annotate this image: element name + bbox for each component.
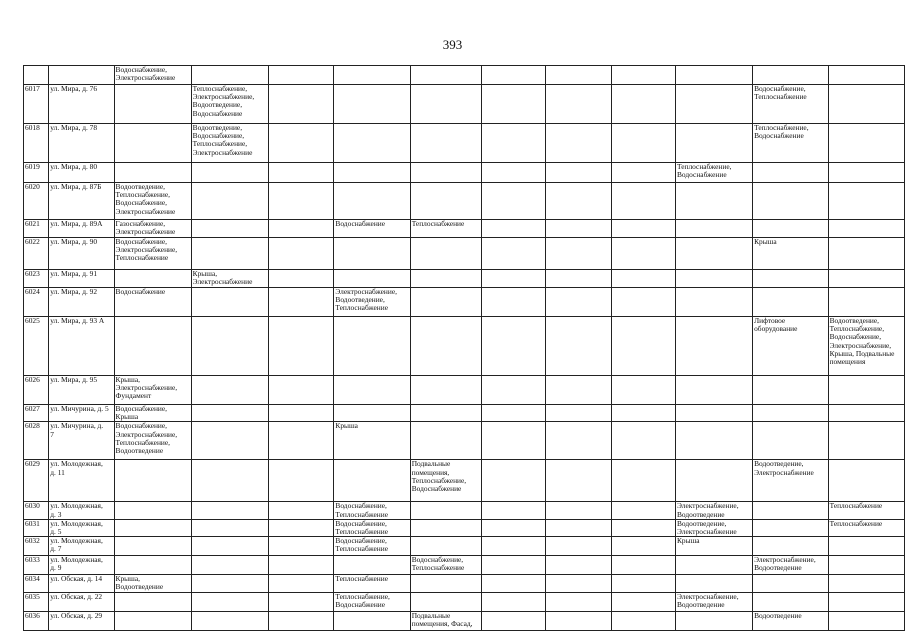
table-row <box>24 502 905 519</box>
work-cell: Водоотведение <box>753 612 828 631</box>
work-cell <box>828 124 904 163</box>
work-cell <box>828 422 904 460</box>
table-row <box>24 183 905 220</box>
work-cell: Теплоснабжение <box>828 502 904 519</box>
work-cell <box>334 405 410 422</box>
row-number: 6031 <box>24 519 49 536</box>
work-cell <box>546 238 612 270</box>
table-row <box>24 593 905 612</box>
address-cell: ул. Обская, д. 14 <box>49 575 114 593</box>
work-cell <box>612 66 676 85</box>
work-cell <box>676 556 753 575</box>
address-cell: ул. Мичурина, д. 7 <box>49 422 114 460</box>
work-cell <box>676 183 753 220</box>
work-cell <box>828 85 904 124</box>
work-cell <box>676 85 753 124</box>
work-cell <box>612 422 676 460</box>
work-cell <box>546 220 612 238</box>
work-cell <box>546 288 612 317</box>
table-row <box>24 270 905 288</box>
work-cell: Теплоснабжение, Водоснабжение <box>676 163 753 183</box>
work-cell <box>191 66 268 85</box>
work-cell <box>482 422 546 460</box>
work-cell: Крыша, Электроснабжение, Фундамент <box>114 376 191 405</box>
work-cell: Теплоснабжение <box>828 519 904 536</box>
address-cell: ул. Молодежная, д. 11 <box>49 460 114 502</box>
row-number: 6026 <box>24 376 49 405</box>
work-cell: Водоснабжение <box>114 288 191 317</box>
table-row <box>24 376 905 405</box>
work-cell <box>676 376 753 405</box>
work-cell <box>268 288 334 317</box>
work-cell <box>482 183 546 220</box>
work-cell <box>114 317 191 376</box>
work-cell <box>268 220 334 238</box>
work-cell <box>191 593 268 612</box>
work-cell <box>753 422 828 460</box>
work-cell <box>546 270 612 288</box>
work-cell <box>676 66 753 85</box>
work-cell <box>268 460 334 502</box>
address-cell: ул. Молодежная, д. 5 <box>49 519 114 536</box>
work-cell <box>191 376 268 405</box>
address-cell: ул. Молодежная, д. 3 <box>49 502 114 519</box>
work-cell <box>612 238 676 270</box>
work-cell: Теплоснабжение, Водоснабжение <box>753 124 828 163</box>
work-cell <box>482 556 546 575</box>
work-cell <box>482 502 546 519</box>
work-cell <box>191 317 268 376</box>
work-cell <box>410 519 482 536</box>
row-number: 6032 <box>24 537 49 556</box>
row-number: 6027 <box>24 405 49 422</box>
work-cell <box>268 183 334 220</box>
work-cell <box>268 238 334 270</box>
work-cell <box>828 376 904 405</box>
work-cell <box>334 66 410 85</box>
table-row <box>24 460 905 502</box>
address-cell: ул. Обская, д. 22 <box>49 593 114 612</box>
work-cell <box>410 163 482 183</box>
table-row <box>24 288 905 317</box>
work-cell <box>410 376 482 405</box>
work-cell: Водоснабжение, Теплоснабжение <box>410 556 482 575</box>
table-row <box>24 575 905 593</box>
work-cell <box>612 270 676 288</box>
work-cell <box>546 376 612 405</box>
work-cell <box>114 460 191 502</box>
table-row <box>24 163 905 183</box>
work-cell <box>676 317 753 376</box>
work-cell <box>676 270 753 288</box>
work-cell: Водоотведение, Теплоснабжение, Водоснабжение, Электроснабжение <box>114 183 191 220</box>
work-cell <box>410 422 482 460</box>
address-cell: ул. Мичурина, д. 5 <box>49 405 114 422</box>
work-cell <box>410 288 482 317</box>
work-cell <box>114 502 191 519</box>
work-cell <box>191 183 268 220</box>
work-cell <box>546 612 612 631</box>
work-cell <box>268 422 334 460</box>
work-cell <box>334 163 410 183</box>
address-cell: ул. Обская, д. 29 <box>49 612 114 631</box>
work-cell: Водоотведение, Водоснабжение, Теплоснабжение, Электроснабжение <box>191 124 268 163</box>
work-cell <box>334 85 410 124</box>
work-cell <box>482 124 546 163</box>
work-cell <box>546 405 612 422</box>
work-cell <box>828 66 904 85</box>
work-cell <box>482 405 546 422</box>
work-cell <box>114 163 191 183</box>
work-cell <box>546 422 612 460</box>
work-cell <box>410 85 482 124</box>
work-cell <box>410 405 482 422</box>
row-number: 6022 <box>24 238 49 270</box>
work-cell <box>334 183 410 220</box>
row-number: 6035 <box>24 593 49 612</box>
work-cell: Водоснабжение, Электроснабжение <box>114 66 191 85</box>
work-cell <box>482 519 546 536</box>
work-cell <box>612 220 676 238</box>
row-number: 6029 <box>24 460 49 502</box>
address-cell: ул. Мира, д. 90 <box>49 238 114 270</box>
address-cell: ул. Мира, д. 93 А <box>49 317 114 376</box>
work-cell <box>191 238 268 270</box>
work-cell <box>482 460 546 502</box>
work-cell <box>546 317 612 376</box>
work-cell: Водоснабжение, Крыша <box>114 405 191 422</box>
work-cell <box>828 163 904 183</box>
row-number: 6020 <box>24 183 49 220</box>
work-cell: Газоснабжение, Электроснабжение <box>114 220 191 238</box>
work-cell: Подвальные помещения, Теплоснабжение, Водоснабжение <box>410 460 482 502</box>
work-cell <box>828 460 904 502</box>
work-cell <box>612 612 676 631</box>
work-cell <box>753 183 828 220</box>
work-cell <box>753 270 828 288</box>
work-cell <box>828 575 904 593</box>
work-cell <box>334 317 410 376</box>
row-number: 6019 <box>24 163 49 183</box>
work-cell <box>612 575 676 593</box>
work-cell: Водоотведение, Теплоснабжение, Водоснабжение, Электроснабжение, Крыша, Подвальные помещения <box>828 317 904 376</box>
row-number: 6034 <box>24 575 49 593</box>
work-cell <box>482 593 546 612</box>
address-cell: ул. Молодежная, д. 9 <box>49 556 114 575</box>
work-cell <box>828 556 904 575</box>
work-cell <box>410 124 482 163</box>
work-cell <box>482 66 546 85</box>
row-number: 6025 <box>24 317 49 376</box>
work-cell <box>334 124 410 163</box>
work-cell: Водоснабжение, Теплоснабжение <box>753 85 828 124</box>
work-cell <box>676 405 753 422</box>
work-cell <box>612 163 676 183</box>
work-cell <box>191 556 268 575</box>
work-cell <box>268 405 334 422</box>
work-cell <box>753 66 828 85</box>
work-cell <box>482 85 546 124</box>
table-row <box>24 317 905 376</box>
work-cell <box>828 220 904 238</box>
work-cell <box>268 593 334 612</box>
row-number: 6018 <box>24 124 49 163</box>
work-cell: Крыша <box>753 238 828 270</box>
work-cell <box>482 163 546 183</box>
work-cell <box>482 537 546 556</box>
work-cell <box>676 288 753 317</box>
capital-repair-table <box>23 65 905 631</box>
work-cell <box>482 376 546 405</box>
address-cell: ул. Мира, д. 89А <box>49 220 114 238</box>
work-cell <box>612 376 676 405</box>
row-number: 6036 <box>24 612 49 631</box>
table-row <box>24 238 905 270</box>
work-cell <box>410 66 482 85</box>
work-cell <box>753 502 828 519</box>
work-cell <box>334 376 410 405</box>
work-cell <box>753 575 828 593</box>
table-row <box>24 405 905 422</box>
row-number: 6030 <box>24 502 49 519</box>
work-cell <box>268 502 334 519</box>
table-row <box>24 612 905 631</box>
work-cell <box>753 220 828 238</box>
address-cell: ул. Мира, д. 87Б <box>49 183 114 220</box>
work-cell <box>268 317 334 376</box>
work-cell <box>114 519 191 536</box>
work-cell <box>753 519 828 536</box>
row-number: 6028 <box>24 422 49 460</box>
address-cell: ул. Молодежная, д. 7 <box>49 537 114 556</box>
work-cell: Электроснабжение, Водоотведение <box>676 502 753 519</box>
row-number: 6033 <box>24 556 49 575</box>
work-cell <box>410 238 482 270</box>
work-cell <box>191 460 268 502</box>
work-cell: Водоснабжение, Теплоснабжение <box>334 502 410 519</box>
work-cell: Крыша <box>334 422 410 460</box>
work-cell <box>753 376 828 405</box>
work-cell <box>114 85 191 124</box>
work-cell <box>828 288 904 317</box>
work-cell: Водоснабжение, Теплоснабжение <box>334 519 410 536</box>
work-cell <box>482 317 546 376</box>
work-cell <box>546 183 612 220</box>
work-cell <box>268 519 334 536</box>
work-cell: Теплоснабжение <box>410 220 482 238</box>
page-number: 393 <box>442 37 463 52</box>
work-cell <box>410 183 482 220</box>
work-cell <box>546 124 612 163</box>
work-cell <box>334 460 410 502</box>
work-cell <box>191 537 268 556</box>
work-cell <box>828 593 904 612</box>
work-cell <box>268 66 334 85</box>
work-cell <box>828 405 904 422</box>
table-row <box>24 519 905 536</box>
work-cell <box>612 124 676 163</box>
address-cell: ул. Мира, д. 95 <box>49 376 114 405</box>
address-cell: ул. Мира, д. 91 <box>49 270 114 288</box>
work-cell: Теплоснабжение, Водоснабжение <box>334 593 410 612</box>
work-cell <box>191 519 268 536</box>
work-cell: Водоснабжение, Электроснабжение, Теплоснабжение, Водоотведение <box>114 422 191 460</box>
work-cell <box>612 537 676 556</box>
work-cell <box>482 238 546 270</box>
work-cell <box>268 85 334 124</box>
address-cell <box>49 66 114 85</box>
work-cell <box>612 593 676 612</box>
work-cell <box>334 556 410 575</box>
work-cell <box>410 537 482 556</box>
work-cell <box>114 593 191 612</box>
work-cell: Теплоснабжение, Электроснабжение, Водоотведение, Водоснабжение <box>191 85 268 124</box>
work-cell <box>191 288 268 317</box>
work-cell <box>268 163 334 183</box>
work-cell: Электроснабжение, Водоотведение <box>676 593 753 612</box>
work-cell: Подвальные помещения, Фасад, <box>410 612 482 631</box>
work-cell: Крыша <box>676 537 753 556</box>
table-row <box>24 537 905 556</box>
work-cell <box>676 612 753 631</box>
work-cell <box>334 270 410 288</box>
work-cell <box>334 238 410 270</box>
work-cell <box>753 405 828 422</box>
work-cell <box>410 575 482 593</box>
work-cell <box>482 288 546 317</box>
work-cell <box>753 288 828 317</box>
work-cell <box>482 575 546 593</box>
table-row <box>24 422 905 460</box>
work-cell <box>268 270 334 288</box>
work-cell <box>546 537 612 556</box>
work-cell <box>268 537 334 556</box>
work-cell <box>482 612 546 631</box>
work-cell <box>753 537 828 556</box>
table-row <box>24 66 905 85</box>
work-cell <box>334 612 410 631</box>
work-cell <box>114 556 191 575</box>
work-cell <box>612 85 676 124</box>
work-cell <box>546 460 612 502</box>
work-cell: Водоотведение, Электроснабжение <box>676 519 753 536</box>
row-number: 6017 <box>24 85 49 124</box>
work-cell: Крыша, Электроснабжение <box>191 270 268 288</box>
work-cell <box>676 460 753 502</box>
work-cell: Водоснабжение, Теплоснабжение <box>334 537 410 556</box>
work-cell: Водоотведение, Электроснабжение <box>753 460 828 502</box>
work-cell: Водоснабжение <box>334 220 410 238</box>
work-cell <box>676 124 753 163</box>
work-cell <box>114 537 191 556</box>
work-cell <box>753 593 828 612</box>
address-cell: ул. Мира, д. 76 <box>49 85 114 124</box>
work-cell: Электроснабжение, Водоотведение, Теплоснабжение <box>334 288 410 317</box>
row-number: 6024 <box>24 288 49 317</box>
work-cell <box>191 220 268 238</box>
work-cell <box>612 405 676 422</box>
row-number: 6021 <box>24 220 49 238</box>
work-cell: Электроснабжение, Водоотведение <box>753 556 828 575</box>
work-cell <box>828 537 904 556</box>
work-cell <box>191 575 268 593</box>
work-cell <box>410 317 482 376</box>
address-cell: ул. Мира, д. 80 <box>49 163 114 183</box>
work-cell <box>191 163 268 183</box>
work-cell <box>546 575 612 593</box>
work-cell <box>676 220 753 238</box>
work-cell: Водоснабжение, Электроснабжение, Теплоснабжение <box>114 238 191 270</box>
address-cell: ул. Мира, д. 78 <box>49 124 114 163</box>
work-cell: Лифтовое оборудование <box>753 317 828 376</box>
row-number <box>24 66 49 85</box>
work-cell <box>676 575 753 593</box>
work-cell <box>753 163 828 183</box>
table-row <box>24 220 905 238</box>
work-cell <box>546 163 612 183</box>
work-cell <box>612 556 676 575</box>
work-cell <box>828 270 904 288</box>
work-cell <box>191 502 268 519</box>
row-number: 6023 <box>24 270 49 288</box>
work-cell <box>828 612 904 631</box>
table-row <box>24 556 905 575</box>
work-cell: Теплоснабжение <box>334 575 410 593</box>
work-cell <box>612 460 676 502</box>
work-cell <box>114 270 191 288</box>
work-cell <box>268 575 334 593</box>
work-cell <box>410 270 482 288</box>
work-cell <box>191 405 268 422</box>
work-cell <box>114 124 191 163</box>
table-row <box>24 85 905 124</box>
work-cell <box>268 556 334 575</box>
table-row <box>24 124 905 163</box>
work-cell <box>546 556 612 575</box>
work-cell <box>191 612 268 631</box>
work-cell <box>482 220 546 238</box>
work-cell <box>828 238 904 270</box>
work-cell <box>546 502 612 519</box>
work-cell <box>828 183 904 220</box>
work-cell <box>546 593 612 612</box>
work-cell <box>612 502 676 519</box>
work-cell <box>114 612 191 631</box>
work-cell: Крыша, Водоотведение <box>114 575 191 593</box>
work-cell <box>612 288 676 317</box>
work-cell <box>546 519 612 536</box>
work-cell <box>546 66 612 85</box>
address-cell: ул. Мира, д. 92 <box>49 288 114 317</box>
work-cell <box>676 422 753 460</box>
work-cell <box>268 612 334 631</box>
work-cell <box>268 124 334 163</box>
work-cell <box>410 502 482 519</box>
work-cell <box>546 85 612 124</box>
work-cell <box>191 422 268 460</box>
work-cell <box>612 317 676 376</box>
work-cell <box>676 238 753 270</box>
work-cell <box>410 593 482 612</box>
work-cell <box>482 270 546 288</box>
work-cell <box>612 183 676 220</box>
work-cell <box>612 519 676 536</box>
work-cell <box>268 376 334 405</box>
